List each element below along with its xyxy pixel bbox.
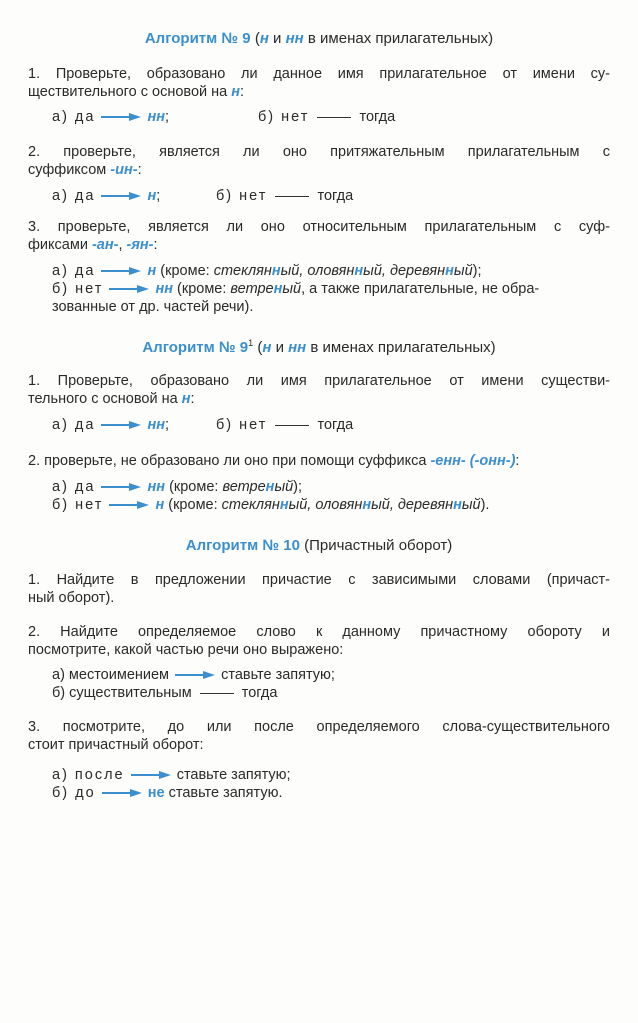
alg91-title-label: Алгоритм № 9 xyxy=(142,339,249,356)
word-part: ый, xyxy=(371,497,398,513)
alg9-title-n: н xyxy=(259,30,269,47)
arrow-right-icon xyxy=(175,670,215,680)
word-part: оловян xyxy=(307,263,355,279)
option-result: нн xyxy=(147,417,166,433)
alg91-step1-text: тельного с основой на xyxy=(28,391,178,407)
word-part: ый xyxy=(453,263,473,279)
alg10-step2-line1: 2. Найдите определяемое слово к данному причастному обороту и xyxy=(28,624,610,640)
alg10-step3-option-b xyxy=(52,784,282,802)
arrow-right-icon xyxy=(131,770,171,780)
alg91-step2-option-b xyxy=(52,496,489,514)
alg9-title-and: и xyxy=(268,30,286,47)
option-label: б) нет xyxy=(52,281,104,297)
alg10-step3-line2: стоит причастный оборот: xyxy=(28,737,204,753)
dash-icon xyxy=(275,425,309,426)
option-label: б) до xyxy=(52,785,96,801)
alg9-step3-line1: 3. проверьте, является ли оно относительным прилагательным с суф- xyxy=(28,219,610,235)
word-part: ый xyxy=(274,479,294,495)
arrow-right-icon xyxy=(101,482,141,492)
alg91-step1-option-b xyxy=(216,416,353,434)
option-result: ставьте запятую. xyxy=(164,785,283,801)
dash-icon xyxy=(200,693,234,694)
arrow-right-icon xyxy=(101,112,141,122)
alg10-title-label: Алгоритм № 10 xyxy=(185,537,300,554)
option-result: тогда xyxy=(317,188,354,204)
alg9-title-nn: нн xyxy=(285,30,304,47)
option-label: а) да xyxy=(52,188,96,204)
option-label: а) да xyxy=(52,109,96,125)
alg9-title-label: Алгоритм № 9 xyxy=(144,30,251,47)
option-label: а) после xyxy=(52,767,125,783)
dash-icon xyxy=(317,117,351,118)
alg9-step2-line2 xyxy=(28,161,142,179)
option-result: н xyxy=(147,188,157,204)
word-letter: н xyxy=(445,263,454,279)
alg9-step3-colon: : xyxy=(153,237,158,253)
alg9-step3-option-a xyxy=(52,262,482,280)
option-result: н xyxy=(155,497,165,513)
alg91-step1-line1: 1. Проверьте, образовано ли имя прилагательное от имени существи- xyxy=(28,373,610,389)
alg9-step2-text: суффиксом xyxy=(28,162,107,178)
exception-close: ). xyxy=(480,497,490,513)
option-result: тогда xyxy=(317,417,354,433)
alg9-step3-option-b xyxy=(52,280,539,298)
alg9-step3-option-b-line2: зованные от др. частей речи). xyxy=(52,299,254,315)
option-label: а) да xyxy=(52,479,96,495)
word-part: ый xyxy=(461,497,481,513)
word-part: ый xyxy=(282,281,302,297)
alg9-step2-colon: : xyxy=(137,162,142,178)
word-letter: н xyxy=(453,497,462,513)
alg91-title-n: н xyxy=(262,339,272,356)
word-letter: н xyxy=(279,497,289,513)
option-label: а) местоимением xyxy=(52,667,170,683)
alg9-step3-comma: , xyxy=(118,237,127,253)
alg91-step2-text: 2. проверьте, не образовано ли оно при помощи суффикса xyxy=(28,453,427,469)
dash-icon xyxy=(275,196,309,197)
word-part: ветре xyxy=(222,479,266,495)
word-letter: н xyxy=(265,479,275,495)
alg9-title-paren: ( xyxy=(254,30,260,47)
option-result: ставьте запятую; xyxy=(221,667,335,683)
option-result: тогда xyxy=(359,109,396,125)
semicolon: ; xyxy=(156,188,161,204)
word-part: стеклян xyxy=(213,263,272,279)
option-label: б) существительным xyxy=(52,685,192,701)
option-result: ставьте запятую; xyxy=(176,767,291,783)
word-part: стеклян xyxy=(221,497,280,513)
word-letter: н xyxy=(354,263,364,279)
alg10-title-rest: (Причастный оборот) xyxy=(299,537,453,554)
alg91-step1-option-a xyxy=(52,416,169,434)
option-label: б) нет xyxy=(52,497,104,513)
alg91-step2-option-a xyxy=(52,478,302,496)
alg10-step2-option-b xyxy=(52,684,277,702)
alg10-step2-option-a xyxy=(52,666,335,684)
alg91-step2-line1 xyxy=(28,452,519,470)
alg9-title-rest: в именах прилагательных) xyxy=(303,30,494,47)
alg91-title-paren: ( xyxy=(253,339,263,356)
alg91-title xyxy=(0,338,638,356)
exception-open: (кроме: xyxy=(156,263,214,279)
alg9-step1-line1: 1. Проверьте, образовано ли данное имя прилагательное от имени су- xyxy=(28,66,610,82)
word-part: деревян xyxy=(397,497,454,513)
alg91-title-and: и xyxy=(271,339,289,356)
option-label: а) да xyxy=(52,417,96,433)
alg91-title-rest: в именах прилагательных) xyxy=(306,339,496,356)
semicolon: ; xyxy=(165,109,170,125)
exception-open: (кроме: xyxy=(173,281,231,297)
arrow-right-icon xyxy=(109,284,149,294)
option-result: н xyxy=(147,263,157,279)
alg91-step2-suffix: -енн- (-онн-) xyxy=(430,453,516,469)
word-part: деревян xyxy=(389,263,446,279)
option-result: нн xyxy=(155,281,173,297)
arrow-right-icon xyxy=(102,788,142,798)
word-part: ый, xyxy=(280,263,308,279)
exception-open: (кроме: xyxy=(165,479,223,495)
alg91-title-nn: нн xyxy=(288,339,307,356)
alg10-title xyxy=(0,537,638,554)
alg91-step1-n: н xyxy=(181,391,191,407)
alg10-step1-line1: 1. Найдите в предложении причастие с зависимыми словами (причаст- xyxy=(28,572,610,588)
alg10-step3-option-a xyxy=(52,766,291,784)
word-letter: н xyxy=(271,263,281,279)
alg9-step3-suffix2: -ян- xyxy=(126,237,154,253)
alg9-step1-option-b xyxy=(258,108,395,126)
option-label: б) нет xyxy=(216,188,268,204)
alg10-step2-line2: посмотрите, какой частью речи оно выражено: xyxy=(28,642,344,658)
semicolon: ; xyxy=(165,417,170,433)
word-part: ветре xyxy=(230,281,274,297)
alg9-step3-text: фиксами xyxy=(28,237,88,253)
word-part: оловян xyxy=(315,497,363,513)
option-label: б) нет xyxy=(258,109,310,125)
word-letter: н xyxy=(273,281,283,297)
alg91-step1-colon: : xyxy=(190,391,195,407)
alg10-step1-line2: ный оборот). xyxy=(28,590,115,606)
exception-close: ); xyxy=(472,263,482,279)
exception-close: ); xyxy=(293,479,303,495)
alg91-step2-colon: : xyxy=(515,453,520,469)
arrow-right-icon xyxy=(109,500,149,510)
option-result: нн xyxy=(147,479,166,495)
alg9-title xyxy=(0,30,638,47)
exception-rest: , а также прилагательные, не обра- xyxy=(301,281,540,297)
alg9-step2-option-b xyxy=(216,187,353,205)
exception-open: (кроме: xyxy=(164,497,222,513)
alg9-step3-line2 xyxy=(28,236,158,254)
alg9-step1-colon: : xyxy=(240,84,245,100)
alg91-title-sup: 1 xyxy=(248,338,254,348)
option-result-emphasis: не xyxy=(147,785,165,801)
arrow-right-icon xyxy=(101,266,141,276)
word-letter: н xyxy=(362,497,372,513)
alg9-step1-n: н xyxy=(231,84,241,100)
word-part: ый, xyxy=(363,263,390,279)
alg9-step1-line2 xyxy=(28,83,244,101)
alg9-step2-line1: 2. проверьте, является ли оно притяжательным прилагательным с xyxy=(28,144,610,160)
alg91-step1-line2 xyxy=(28,390,195,408)
alg9-step2-suffix: -ин- xyxy=(110,162,138,178)
alg9-step1-text: ществительного с основой на xyxy=(28,84,228,100)
alg9-step2-option-a xyxy=(52,187,160,205)
alg9-step3-suffix1: -ан- xyxy=(91,237,119,253)
arrow-right-icon xyxy=(101,420,141,430)
alg10-step3-line1: 3. посмотрите, до или после определяемого слова-существительного xyxy=(28,719,610,735)
option-label: б) нет xyxy=(216,417,268,433)
option-result: нн xyxy=(147,109,166,125)
arrow-right-icon xyxy=(101,191,141,201)
option-label: а) да xyxy=(52,263,96,279)
option-result: тогда xyxy=(241,685,278,701)
word-part: ый, xyxy=(288,497,316,513)
alg9-step1-option-a xyxy=(52,108,169,126)
